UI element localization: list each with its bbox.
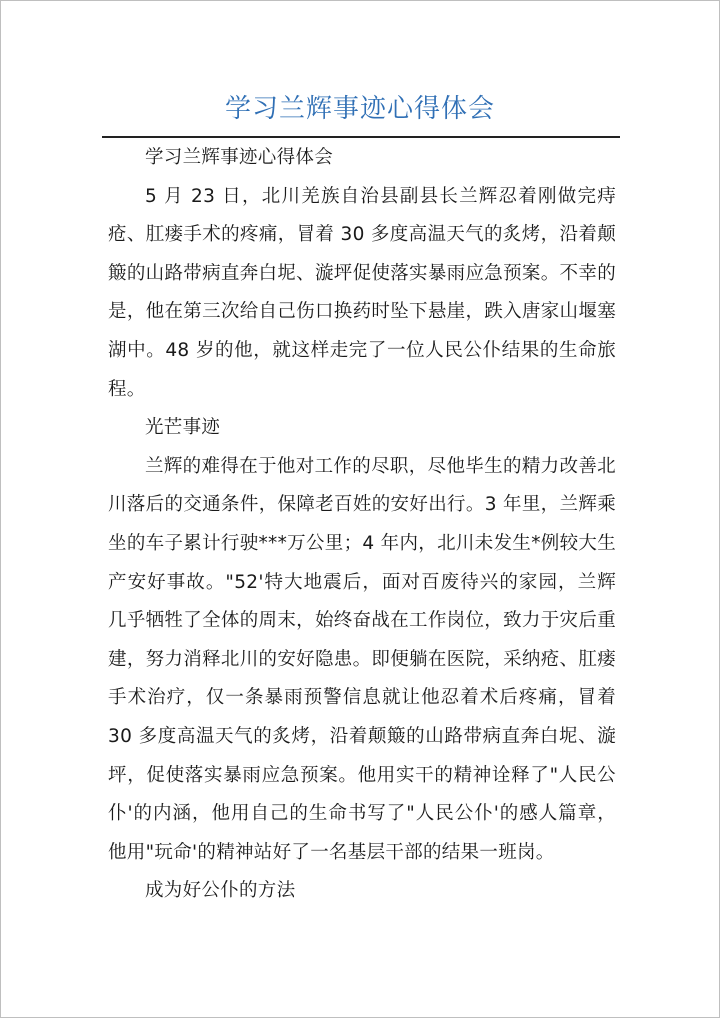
section-heading-deeds: 光芒事迹 <box>145 417 221 439</box>
paragraph-intro: 5 月 23 日，北川羌族自治县副县长兰辉忍着刚做完痔疮、肛瘘手术的疼痛，冒着 30 多度高温天气的炙烤，沿着颠簸的山路带病直奔白坭、漩坪促使落实暴雨应急预案。不幸的是，他在第三次给自己伤口换药时坠下悬崖，跌入唐家山堰塞湖中。48 岁的他，就这样走完了一位人民公仆结果的生命旅程。 <box>108 185 616 400</box>
document-body <box>108 139 616 911</box>
paragraph-deeds: 兰辉的难得在于他对工作的尽职，尽他毕生的精力改善北川落后的交通条件，保障老百姓的安好出行。3 年里，兰辉乘坐的车子累计行驶***万公里；4 年内，北川未发生*例较大生产安好事故。"52'特大地震后，面对百废待兴的家园，兰辉几乎牺牲了全体的周末，始终奋战在工作岗位，致力于灾后重建，努力消释北川的安好隐患。即便躺在医院，采纳疮、肛瘘手术治疗，仅一条暴雨预警信息就让他忍着术后疼痛，冒着 30 多度高温天气的炙烤，沿着颠簸的山路带病直奔白坭、漩坪，促使落实暴雨应急预案。他用实干的精神诠释了"人民公仆'的内涵，他用自己的生命书写了"人民公仆'的感人篇章，他用"玩命'的精神站好了一名基层干部的结果一班岗。 <box>108 455 616 863</box>
document-title: 学习兰辉事迹心得体会 <box>224 94 495 124</box>
paragraph-subtitle: 学习兰辉事迹心得体会 <box>145 147 334 168</box>
title-rule <box>102 136 620 138</box>
section-heading-method: 成为好公仆的方法 <box>145 880 296 902</box>
